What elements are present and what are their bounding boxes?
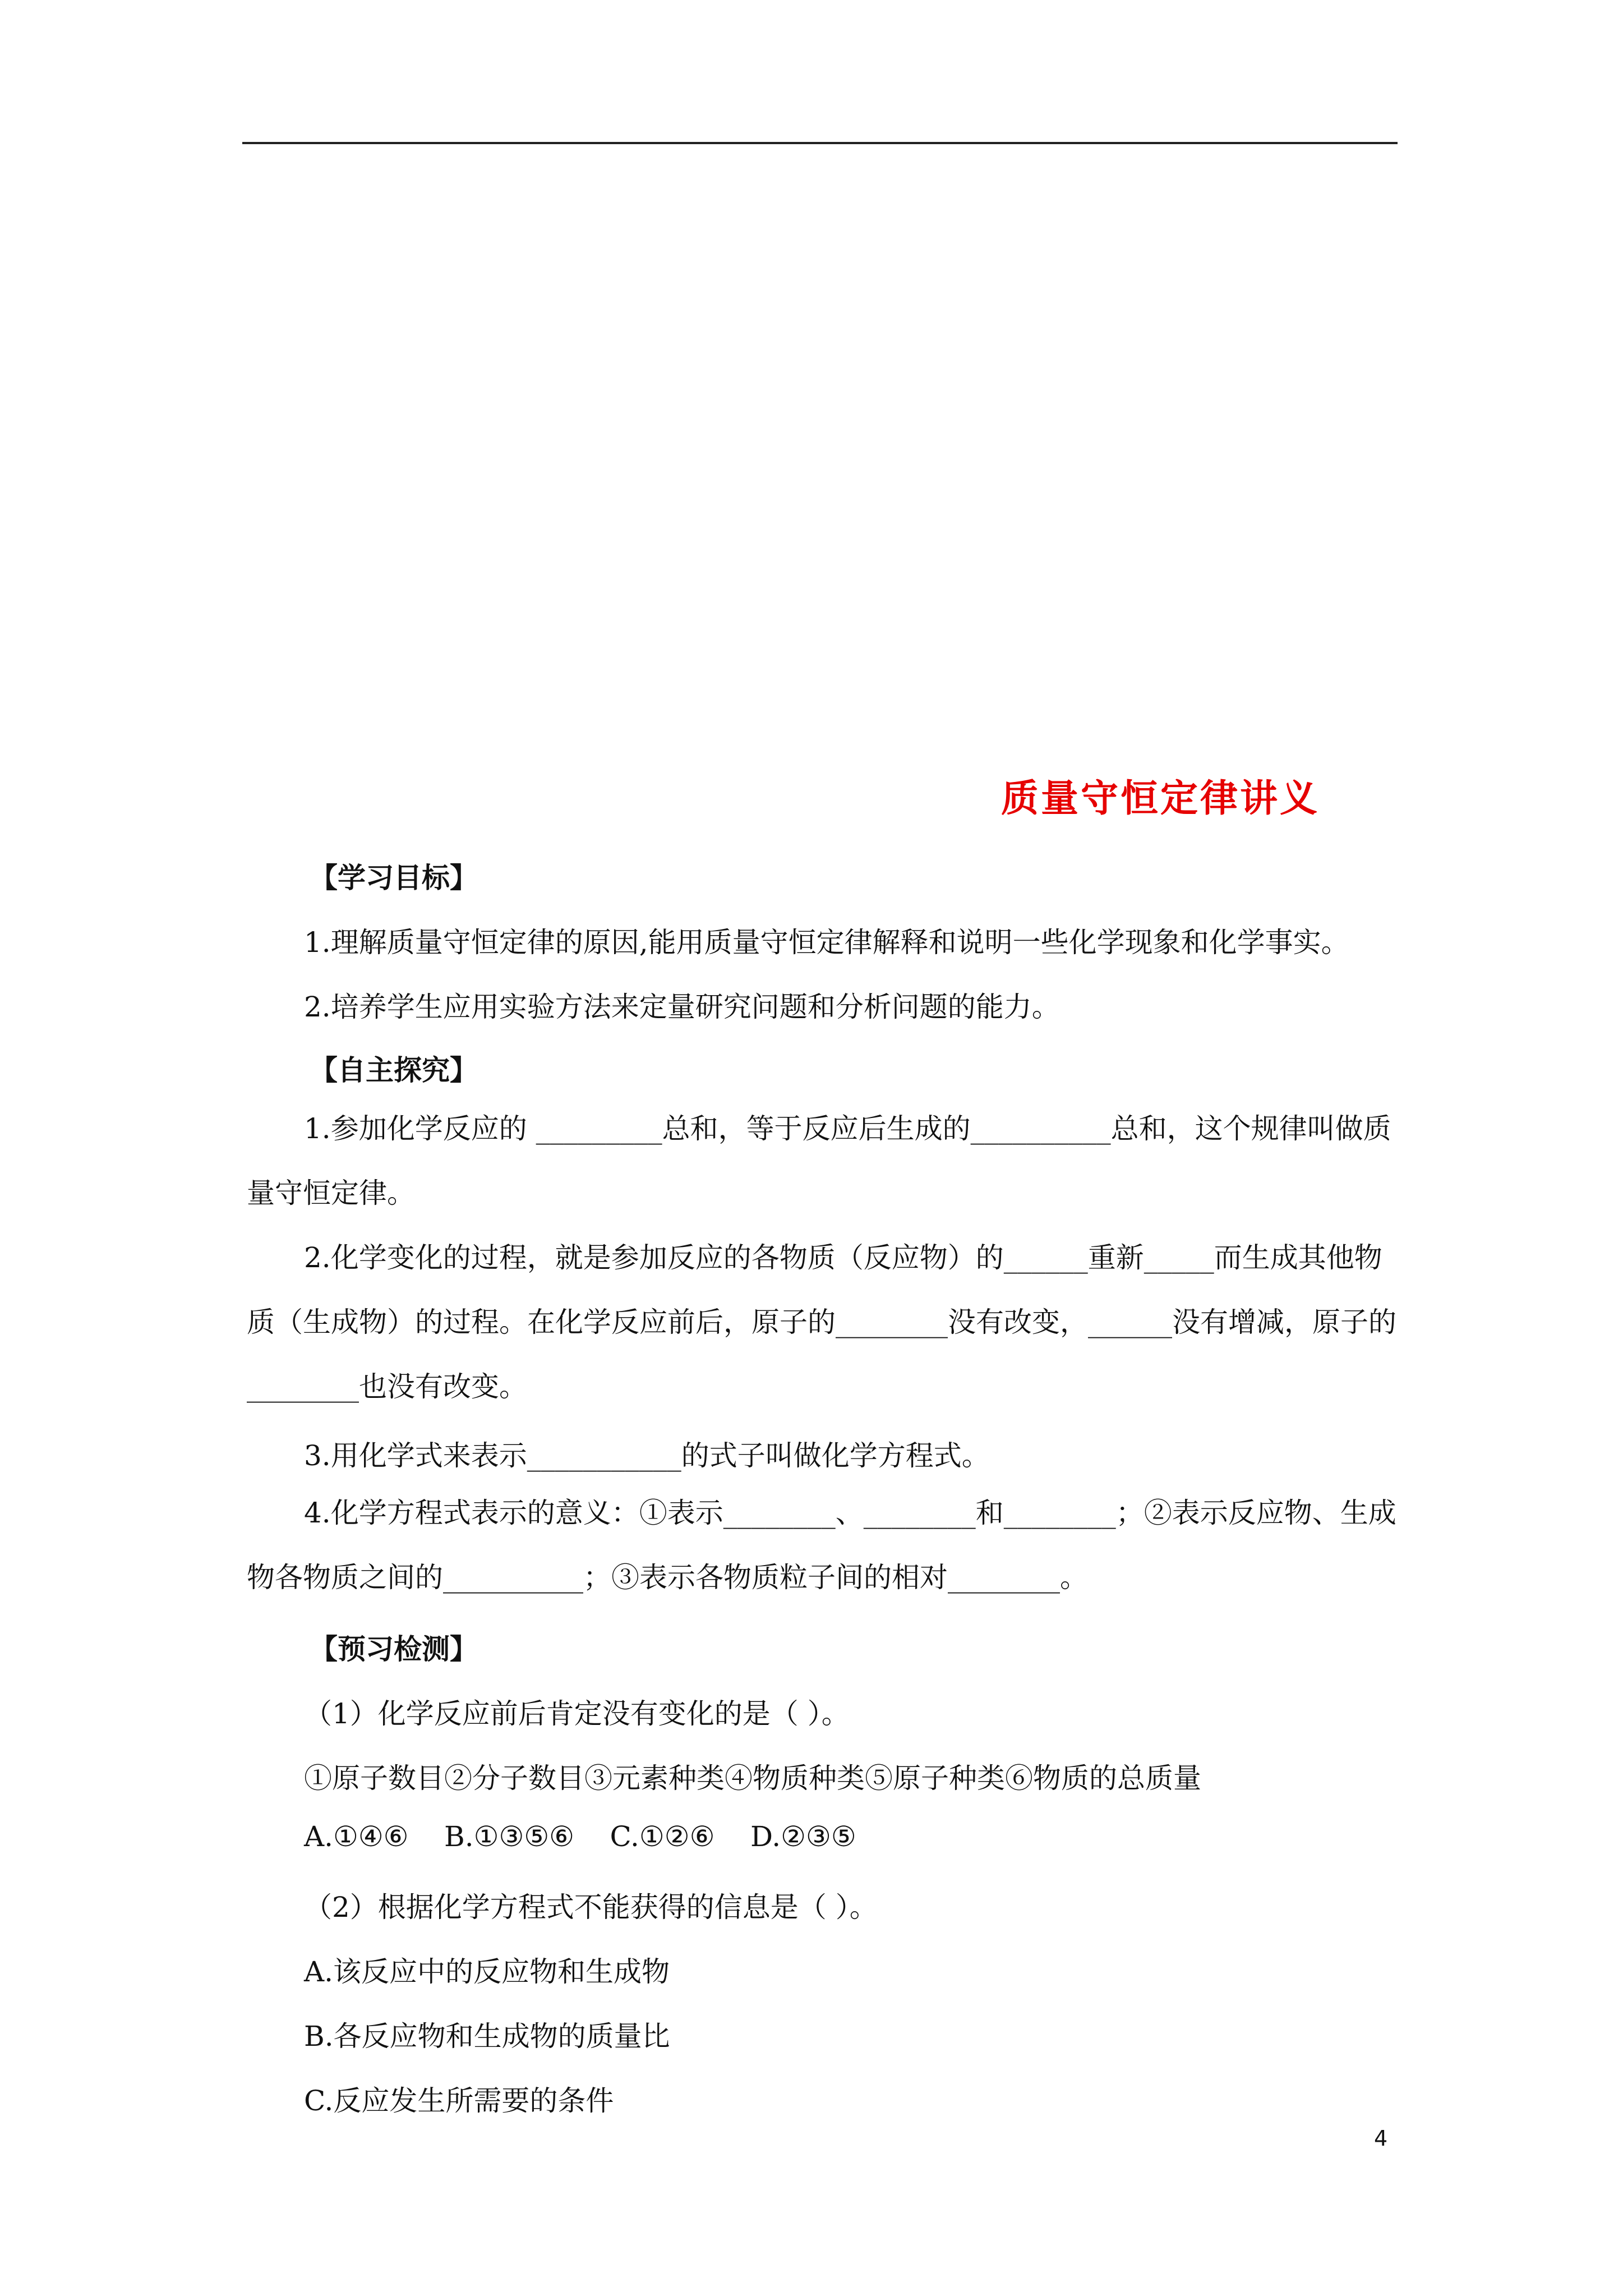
inquiry-item-4: 4.化学方程式表示的意义：①表示________、________和________；②表示反应物、生成物各物质之间的__________；③表示各物质粒子间的相对________。 — [247, 1497, 1396, 1594]
question-1-options: A.①④⑥ B.①③⑤⑥ C.①②⑥ D.②③⑤ — [304, 1820, 856, 1853]
section-heading-objectives: 【学习目标】 — [310, 861, 478, 894]
inquiry-item-2: 2.化学变化的过程，就是参加反应的各物质（反应物）的______重新_____而生成其他物质（生成物）的过程。在化学反应前后，原子的________没有改变，______没有增减，原子的________也没有改变。 — [247, 1241, 1396, 1403]
document-title: 质量守恒定律讲义 — [1001, 776, 1320, 820]
objective-item-2: 2.培养学生应用实验方法来定量研究问题和分析问题的能力。 — [304, 991, 1060, 1023]
section-heading-preview: 【预习检测】 — [310, 1632, 478, 1665]
question-1-statement: ①原子数目②分子数目③元素种类④物质种类⑤原子种类⑥物质的总质量 — [304, 1762, 1201, 1795]
objective-item-1: 1.理解质量守恒定律的原因,能用质量守恒定律解释和说明一些化学现象和化学事实。 — [304, 926, 1349, 959]
question-2-option-c: C.反应发生所需要的条件 — [304, 2085, 614, 2117]
question-1-stem: （1）化学反应前后肯定没有变化的是（ ）。 — [304, 1697, 850, 1730]
section-heading-inquiry: 【自主探究】 — [310, 1053, 478, 1087]
question-2-option-a: A.该反应中的反应物和生成物 — [304, 1955, 670, 1988]
inquiry-item-3: 3.用化学式来表示___________的式子叫做化学方程式。 — [304, 1439, 990, 1472]
question-2-option-b: B.各反应物和生成物的质量比 — [304, 2020, 670, 2053]
question-2-stem: （2）根据化学方程式不能获得的信息是（ ）。 — [304, 1891, 878, 1924]
header-rule — [242, 142, 1398, 144]
page-number: 4 — [1374, 2126, 1388, 2151]
inquiry-item-1: 1.参加化学反应的 _________总和，等于反应后生成的__________总和，这个规律叫做质量守恒定律。 — [247, 1112, 1391, 1209]
